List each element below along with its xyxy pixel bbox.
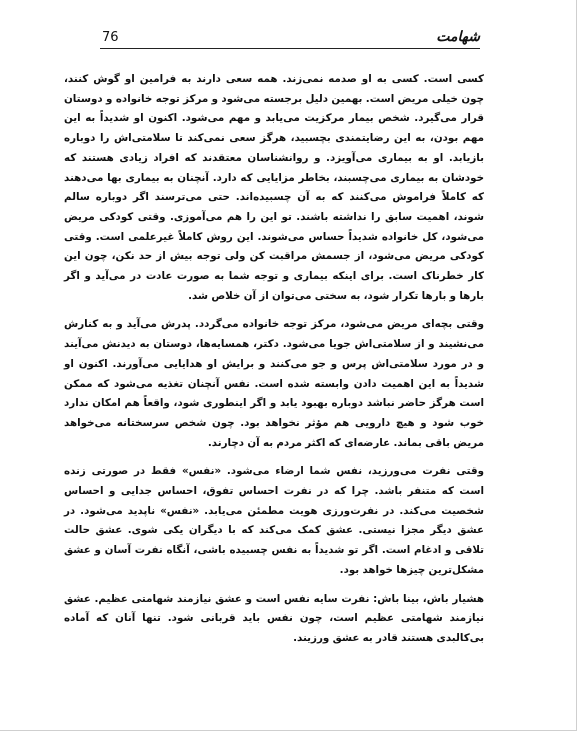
- paragraph-3: وقتی نفرت می‌ورزید، نفس شما ارضاء می‌شود. «نفس» فقط در صورتی زنده است که متنفر باشد. چرا که در نفرت احساس تفوق، احساس جدایی و احساس شخصیت می‌کند. در نفرت‌ورزی هویت مطمئن می‌یابد. «نفس» ناپدید می‌شود. در عشق دیگر مجزا نیستی. عشق کمک می‌کند که با دیگران یکی شوی. عشق حالت تلاقی و ادغام است. اگر تو شدیداً به نفس چسبیده باشی، آنگاه نفرت آسان و عشق مشکل‌ترین چیزها خواهد بود.: [64, 465, 484, 576]
- page-number: 76: [102, 30, 119, 45]
- page-header: [100, 30, 480, 48]
- paragraph-4: هشیار باش، بینا باش: نفرت سایه نفس است و عشق نیازمند شهامتی عظیم. عشق نیازمند شهامتی عظیم است، چون نفس باید قربانی شود. تنها آنان که آماده بی‌کالبدی هستند قادر به عشق ورزیند.: [64, 592, 484, 644]
- paragraph-2: وقتی بچه‌ای مریض می‌شود، مرکز توجه خانواده می‌گردد. پدرش می‌آید و به کنارش می‌نشیند و از سلامتی‌اش جویا می‌شود. دکتر، همسایه‌ها، دوستان به دیدنش می‌آیند و در مورد سلامتی‌اش پرس و جو می‌کنند و برایش او هدایایی می‌آورند. اکنون او شدیداً به این اهمیت دادن وابسته شده است. نفس آنچنان تغذیه می‌شود که ممکن است هرگز حاضر نباشد دوباره بهبود یابد و اگر اینطوری شود، واقعاً هم امکان ندارد خوب شود و هیچ دارویی هم مؤثر نخواهد بود. چون شخص سرسختانه می‌خواهد مریض باقی بماند. عارضه‌ای که اکثر مردم به آن دچارند.: [64, 318, 484, 449]
- paragraph-1: کسی است. کسی به او صدمه نمی‌زند. همه سعی دارند به فرامین او گوش کنند، چون خیلی مریض است. بهمین دلیل برجسته می‌شود و مرکز توجه خانواده و دوستان قرار می‌گیرد. شخص بیمار مرکزیت می‌یابد و مهم می‌شود. اکنون او شدیداً به این مهم بودن، به این رضایتمندی بچسبید، هرگز سعی نمی‌کند تا سلامتی‌اش را دوباره بازیابد. او به بیماری می‌آویزد. و روانشناسان معتقدند که افراد زیادی هستند که خودشان به بیماری می‌چسبند، بخاطر مزایایی که دارد. آنچنان به بیماری بها می‌دهند که کاملاً فراموش می‌کنند که به آن چسبیده‌اند. حتی می‌ترسند اگر دوباره سالم شوند، اهمیت سابق را نداشته باشند. تو این را هم می‌آموزی. وقتی کودکی مریض می‌شود، کل خانواده شدیداً حساس می‌شوند. این روش کاملاً غیرعلمی است. وقتی کودکی مریض می‌شود، از جسمش مراقبت کن ولی توجه بیش از حد نکن، چون این کار خطرناک است. برای اینکه بیماری و توجه شما به صورت عادت در می‌آید و اگر بارها و بارها تکرار شود، به سختی می‌توان از آن خلاص شد.: [64, 73, 484, 302]
- body-text: [64, 70, 484, 658]
- header-rule: [100, 48, 480, 49]
- book-title: شهامت: [436, 29, 480, 45]
